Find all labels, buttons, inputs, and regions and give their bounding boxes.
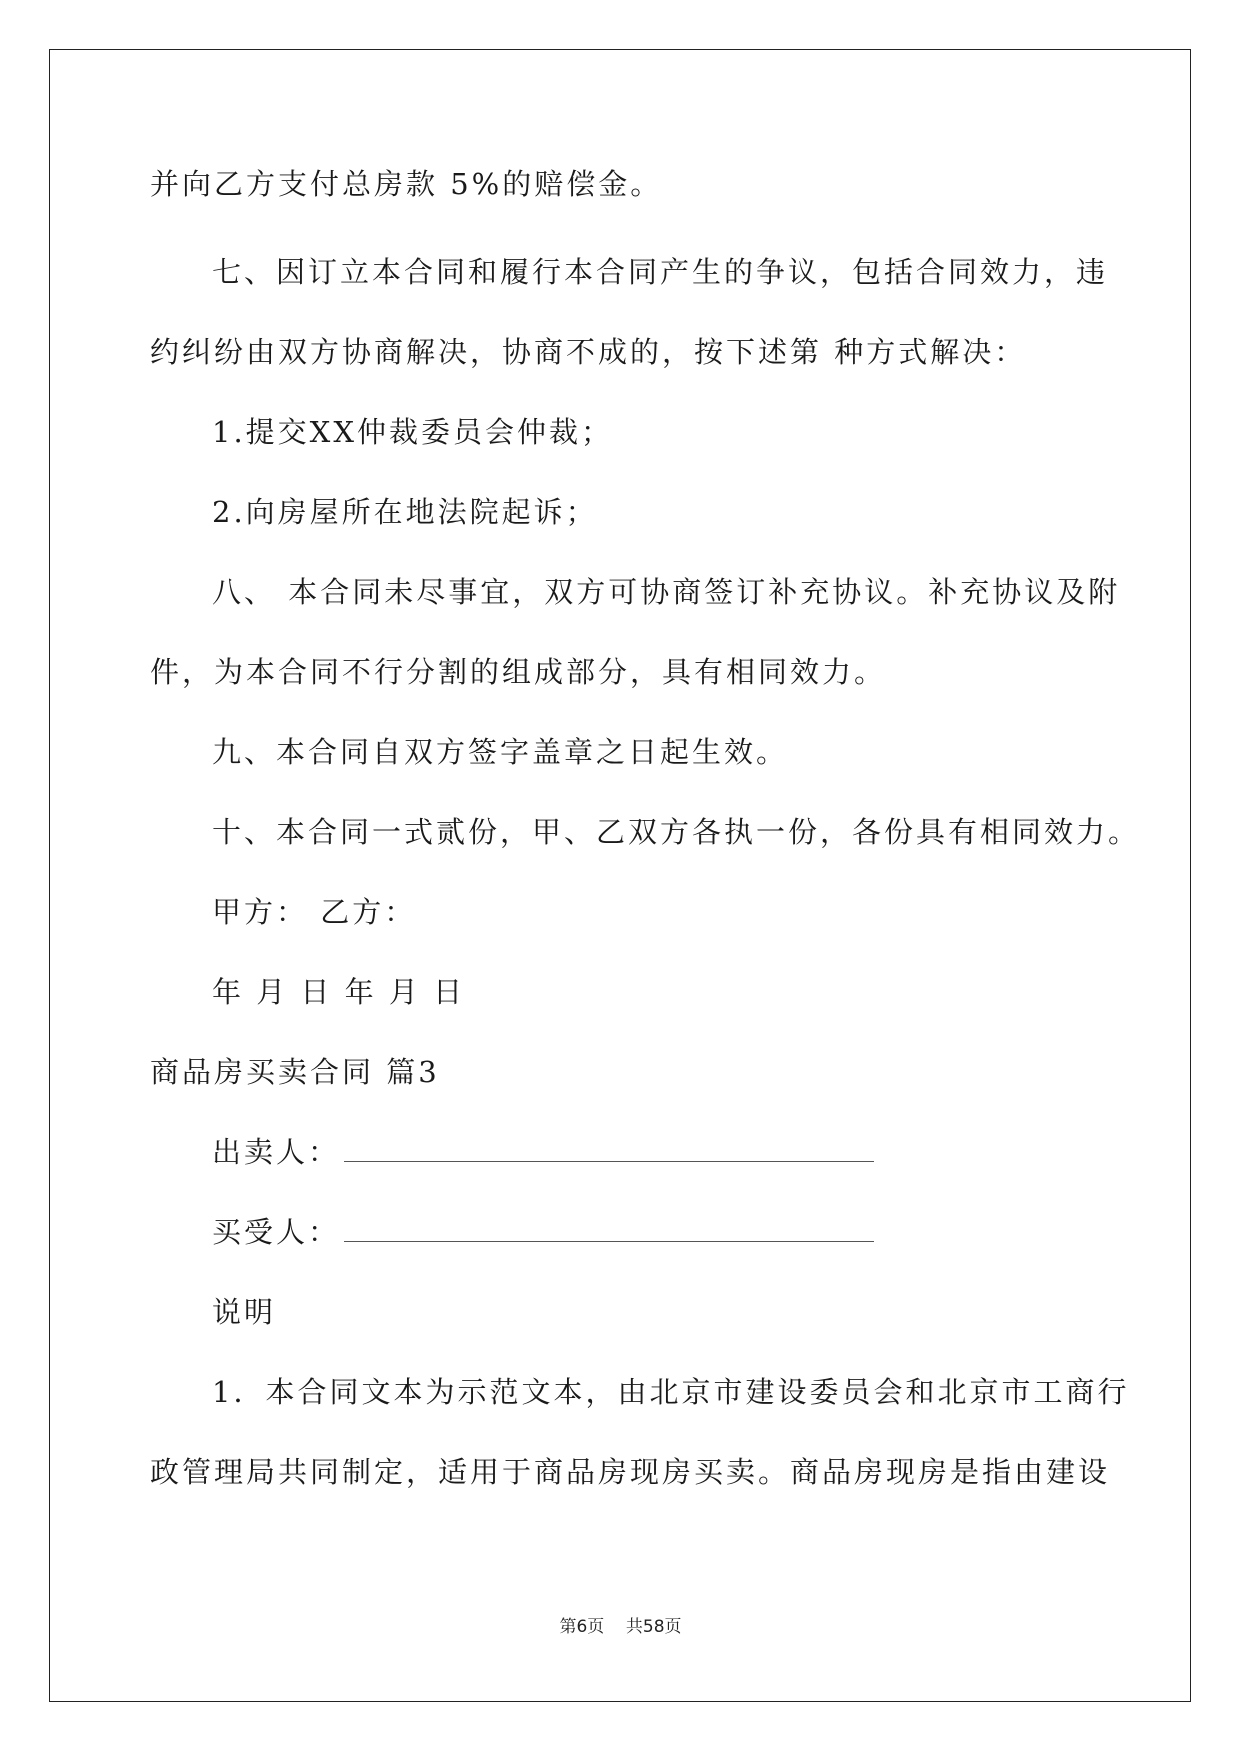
buyer-label: 买受人： (212, 1215, 341, 1249)
buyer-line (212, 1212, 874, 1252)
footer-mid: 页 共 (587, 1617, 643, 1637)
text-line-8: 九、本合同自双方签字盖章之日起生效。 (212, 735, 789, 769)
text-line-16: 1．本合同文本为示范文本，由北京市建设委员会和北京市工商行 (212, 1375, 1130, 1409)
text-line-1: 并向乙方支付总房款 5%的赔偿金。 (150, 167, 663, 201)
section-title: 商品房买卖合同 篇3 (150, 1055, 440, 1089)
footer-suffix: 页 (664, 1617, 682, 1637)
notes-heading: 说明 (212, 1295, 277, 1329)
text-line-7: 件，为本合同不行分割的组成部分，具有相同效力。 (150, 655, 887, 689)
footer-total-pages: 58 (642, 1617, 665, 1637)
footer-prefix: 第 (559, 1617, 577, 1637)
seller-label: 出卖人： (212, 1135, 341, 1169)
text-line-6: 八、 本合同未尽事宜，双方可协商签订补充协议。补充协议及附 (212, 575, 1121, 609)
signature-labels: 甲方： 乙方： (212, 895, 417, 929)
seller-blank (344, 1157, 874, 1162)
text-line-4: 1.提交XX仲裁委员会仲裁； (212, 415, 613, 449)
text-line-2: 七、因订立本合同和履行本合同产生的争议，包括合同效力，违 (212, 255, 1109, 289)
text-line-9: 十、本合同一式贰份，甲、乙双方各执一份，各份具有相同效力。 (212, 815, 1141, 849)
text-line-5: 2.向房屋所在地法院起诉； (212, 495, 598, 529)
text-line-17: 政管理局共同制定，适用于商品房现房买卖。商品房现房是指由建设 (150, 1455, 1111, 1489)
footer-page-number: 6 (576, 1617, 588, 1637)
text-line-3: 约纠纷由双方协商解决，协商不成的，按下述第 种方式解决： (150, 335, 1027, 369)
date-line: 年 月 日 年 月 日 (212, 975, 466, 1009)
seller-line (212, 1132, 874, 1172)
page-footer (0, 1612, 1241, 1637)
buyer-blank (344, 1237, 874, 1242)
